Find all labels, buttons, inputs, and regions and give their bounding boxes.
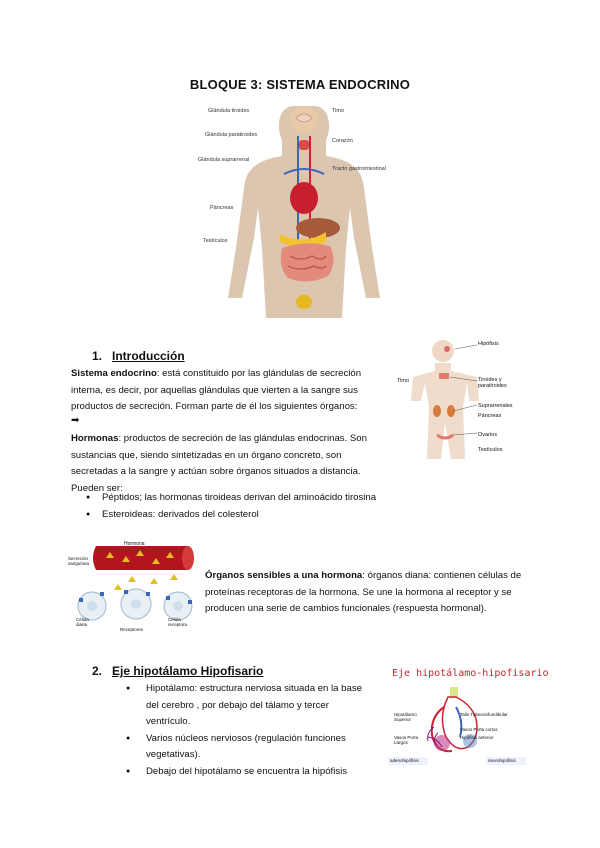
axis-label-porta-cortos: Vasos Porta cortos (460, 727, 498, 732)
small-label-tiroides: Tiroides y paratiroides (478, 377, 507, 389)
small-label-ovarios: Ovarios (478, 432, 497, 438)
list-item: ● Hipotálamo: estructura nerviosa situada en la base del cerebro , por debajo del tálamo y tercer ventrículo. (120, 681, 372, 731)
axis-label-neurohipofisis: neurohipófisis (488, 758, 516, 763)
small-label-pancreas: Páncreas (478, 413, 502, 419)
page-title: BLOQUE 3: SISTEMA ENDOCRINO (189, 77, 411, 92)
cells-label-receptores: Receptores (120, 627, 144, 632)
body-label-tracto: Tracto gastrointestinal (332, 166, 386, 172)
hipotalamo-list (120, 681, 372, 780)
small-label-timo: Timo (397, 378, 410, 384)
axis-label-porta-largos: Vasos Porta Largos (394, 735, 419, 745)
body-label-suprarrenal: Glándula suprarrenal (198, 157, 250, 163)
section1-number: 1. (92, 349, 103, 363)
hormonas-term: Hormonas (71, 433, 119, 444)
list-item: ● Debajo del hipotálamo se encuentra la hipófisis (120, 764, 372, 781)
body-label-tiroides: Glándula tiroides (208, 108, 250, 114)
section2-number: 2. (92, 664, 103, 678)
section1-title: Introducción (112, 349, 185, 363)
section1-heading (92, 349, 185, 363)
small-label-suprarrenales: Suprarrenales (478, 403, 513, 409)
body-label-timo: Timo (332, 108, 345, 114)
sistema-endocrino-term: Sistema endocrino (71, 368, 157, 379)
cells-label-hormona: Hormona (124, 541, 145, 547)
small-label-testiculos: Testículos (478, 447, 503, 453)
axis-label-anterior: Hipófisis anterior (460, 735, 494, 740)
list-item: ● Varios núcleos nerviosos (regulación funciones vegetativas). (120, 731, 372, 764)
small-label-hipofisis: Hipófisis (478, 341, 499, 347)
axis-label-adenohipofisis: adenohipófisis (390, 758, 419, 763)
body-label-corazon: Corazón (332, 138, 353, 144)
sistema-endocrino-paragraph (71, 366, 381, 416)
hypothalamic-figure-title: Eje hipotálamo-hipofisario (392, 668, 549, 679)
organos-sensibles-text: : órganos diana: contienen células de proteínas receptoras de la hormona. Se une la hormona al receptor y se producen una serie de cambios funcionales (respuesta hormonal). (205, 570, 522, 614)
arrow-icon: ➡ (71, 415, 80, 426)
body-label-pancreas: Páncreas (210, 205, 234, 211)
body-label-testiculos: Testículos (203, 238, 228, 244)
section2-title: Eje hipotálamo Hipofisario (112, 664, 264, 678)
list-item: ● Esteroideas: derivados del colesterol (80, 507, 500, 524)
glands-small-figure (395, 337, 525, 462)
cells-label-secrecion: Secreción sanguínea (68, 556, 90, 566)
sistema-endocrino-text: : está constituido por las glándulas de secreción interna, es decir, por aquellas glándulas que vierten a la sangre sus productos de secreción. Forman parte de él los siguientes órganos: (71, 368, 362, 412)
organos-sensibles-paragraph (205, 568, 535, 618)
organos-sensibles-term: Órganos sensibles a una hormona (205, 570, 363, 581)
hormonas-text: : productos de secreción de las glándulas endocrinas. Son sustancias que, siendo sintetizadas en un órgano concreto, son secretadas a la sangre y actúan sobre órganos situados a distancia. Pueden ser: (71, 433, 367, 494)
cells-label-diana: Célula diana (76, 617, 89, 627)
cells-label-receptora: Célula receptora (168, 617, 188, 627)
hormonas-paragraph (71, 431, 383, 497)
axis-label-tallo: Tallo Tuberoinfundibular (460, 712, 508, 717)
list-item: ● Péptidos; las hormonas tiroideas derivan del aminoácido tirosina (80, 490, 500, 507)
body-label-paratiroides: Glándula paratiroides (205, 132, 258, 138)
hormone-types-list (80, 490, 500, 523)
axis-label-superior: Hipotálamo Superior (394, 712, 417, 722)
section2-heading (92, 664, 263, 678)
